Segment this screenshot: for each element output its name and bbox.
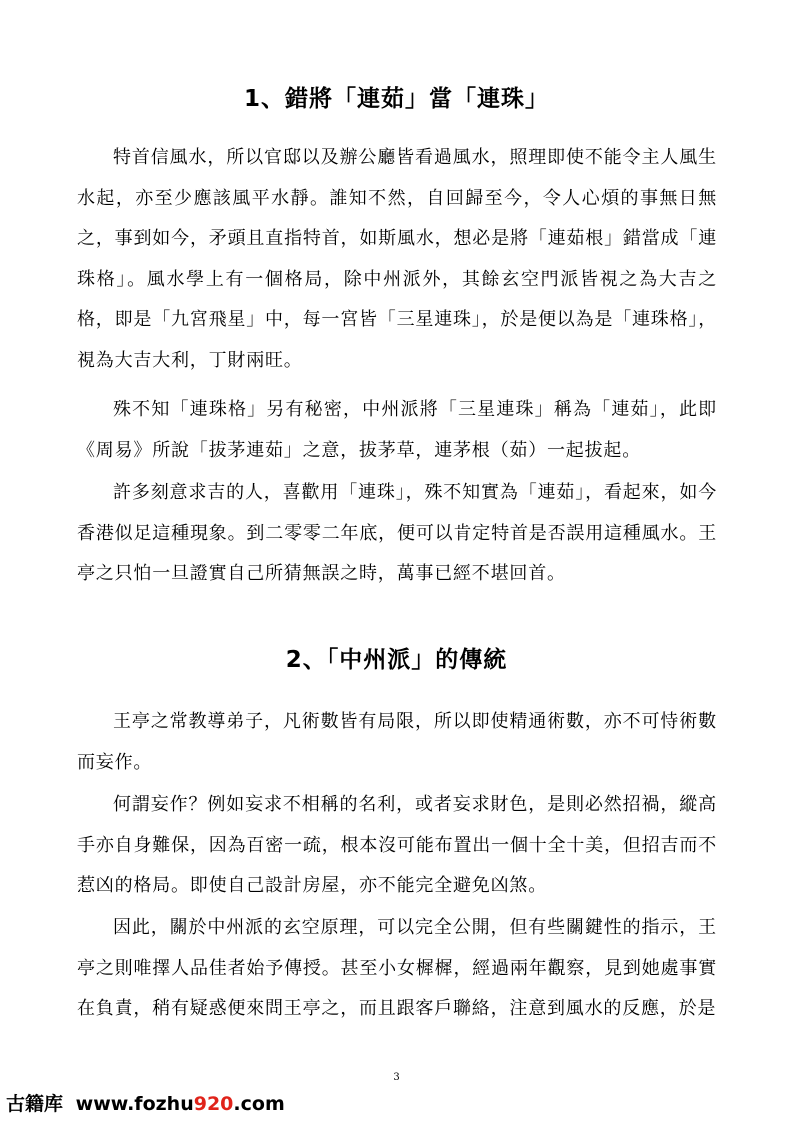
page-number: 3: [393, 1072, 400, 1083]
section-2-paragraph-3: 因此，關於中州派的玄空原理，可以完全公開，但有些關鍵性的指示，王亭之則唯擇人品佳者始予傳授。甚至小女樨樨，經過兩年觀察，見到她處事實在負責，稍有疑惑便來問王亭之，而且跟客戶聯絡，注意到風水的反應，於是: [77, 917, 717, 1019]
section-2-title: 2、「中州派」的傳統: [285, 647, 508, 673]
watermark: [6, 1089, 285, 1116]
section-2-paragraph-1: 王亭之常教導弟子，凡術數皆有局限，所以即使精通術數，亦不可恃術數而妄作。: [77, 711, 717, 773]
watermark-url-number: 920: [193, 1093, 234, 1115]
section-1-paragraph-2: 殊不知「連珠格」另有秘密，中州派將「三星連珠」稱為「連茹」，此即《周易》所說「拔茅連茹」之意，拔茅草，連茅根（茹）一起拔起。: [77, 399, 717, 461]
watermark-name: 古籍库: [6, 1093, 64, 1115]
watermark-url-prefix: www.fozhu: [75, 1093, 194, 1115]
watermark-url-suffix: .com: [233, 1093, 285, 1115]
section-1-paragraph-1: 特首信風水，所以官邸以及辦公廳皆看過風水，照理即使不能令主人風生水起，亦至少應該風平水靜。誰知不然，自回歸至今，令人心煩的事無日無之，事到如今，矛頭且直指特首，如斯風水，想必是將「連茹根」錯當成「連珠格」。風水學上有一個格局，除中州派外，其餘玄空門派皆視之為大吉之格，即是「九宮飛星」中，每一宮皆「三星連珠」，於是便以為是「連珠格」，視為大吉大利，丁財兩旺。: [77, 147, 717, 371]
section-2-paragraph-2: 何謂妄作？例如妄求不相稱的名利，或者妄求財色，是則必然招禍，縱高手亦自身難保，因為百密一疏，根本沒可能布置出一個十全十美，但招吉而不惹凶的格局。即使自己設計房屋，亦不能完全避免凶煞。: [77, 794, 717, 896]
section-1-title: 1、錯將「連茹」當「連珠」: [243, 86, 549, 112]
section-1-paragraph-3: 許多刻意求吉的人，喜歡用「連珠」，殊不知實為「連茹」，看起來，如今香港似足這種現象。到二零零二年底，便可以肯定特首是否誤用這種風水。王亭之只怕一旦證實自己所猜無誤之時，萬事已經不堪回首。: [77, 482, 717, 584]
